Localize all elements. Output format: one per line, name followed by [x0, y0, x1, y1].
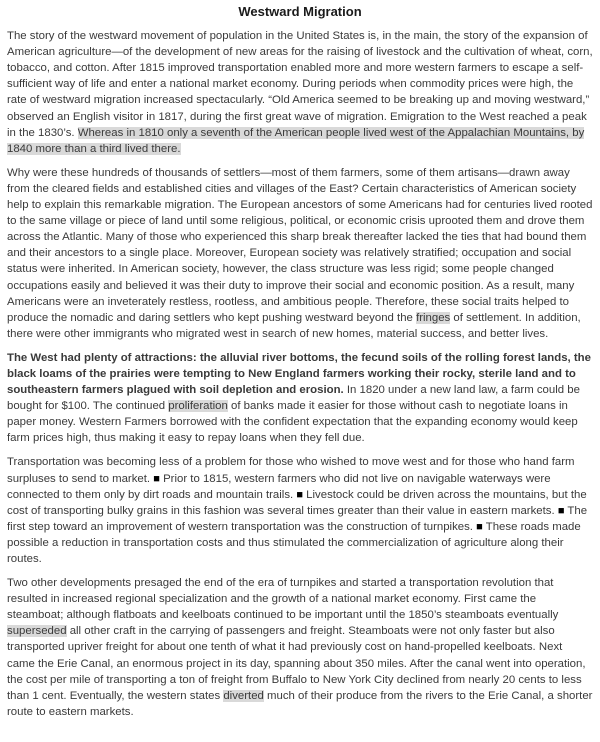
highlighted-text: proliferation	[168, 400, 228, 413]
passage-text: The story of the westward movement of population in the United States is, in the main, the story of the expansion of American agriculture—of the development of new areas for the raising of livestock and the cultivation of wheat, corn, tobacco, and cotton. After 1815 improved transportation enabled more and more western farmers to escape a self-sufficient way of life and enter a national market economy. During periods when commodity prices were high, the rate of westward migration increased spectacularly. “Old America seemed to be breaking up and moving westward,” observed an English visitor in 1817, during the first great wave of migration. Emigration to the West reached a peak in the 1830’s.	[7, 30, 593, 139]
passage-text: In 1820 under a new land law, a farm could be bought for $100. The continued	[7, 384, 580, 413]
passage-text: Livestock could be driven across the mountains, but the cost of transporting bulky grains in this fashion was several times greater than their value in eastern markets.	[7, 488, 587, 517]
passage-text: of settlement. In addition, there were other immigrants who migrated west in search of new homes, material success, and better lives.	[7, 311, 581, 340]
passage-text: of banks made it easier for those without cash to negotiate loans in paper money. Western Farmers borrowed with the confident expectation that the expanding economy would keep farm prices high, thus making it easy to repay loans when they fell due.	[7, 400, 578, 445]
passage-text: Prior to 1815, western farmers who did not live on navigable waterways were connected to them only by dirt roads and mountain trails.	[7, 472, 551, 501]
passage-text: Two other developments presaged the end of the era of turnpikes and started a transportation revolution that resulted in increased regional specialization and the growth of a national market economy. First came the steamboat; although flatboats and keelboats continued to be important until the 1850’s steamboats eventually	[7, 577, 559, 622]
passage-title: Westward Migration	[238, 4, 362, 19]
passage-text: These roads made possible a reduction in transportation costs and thus stimulated the commercialization of agriculture along their routes.	[7, 520, 581, 565]
highlighted-text: fringes	[416, 311, 451, 324]
paragraph	[7, 575, 593, 720]
paragraph	[7, 28, 593, 157]
passage-text: much of their produce from the rivers to the Erie Canal, a shorter route to eastern markets.	[7, 689, 593, 718]
passage-text: all other craft in the carrying of passengers and freight. Steamboats were not only faster but also transported upriver freight for about one tenth of what it had previously cost on hand-propelled keelboats. Next came the Erie Canal, an enormous project in its day, spanning about 350 miles. After the canal went into operation, the cost per mile of transporting a ton of freight from Buffalo to New York City declined from nearly 20 cents to less than 1 cent. Eventually, the western states	[7, 625, 586, 702]
passage-body	[7, 28, 593, 720]
paragraph	[7, 350, 593, 447]
insert-marker-icon[interactable]: ■	[296, 488, 304, 501]
insert-marker-icon[interactable]: ■	[153, 472, 160, 485]
paragraph	[7, 165, 593, 342]
insert-marker-icon[interactable]: ■	[476, 520, 483, 533]
highlighted-text: superseded	[7, 625, 67, 638]
highlighted-text: Whereas in 1810 only a seventh of the American people lived west of the Appalachian Mountains, by 1840 more than a third lived there.	[7, 126, 585, 155]
passage-text: Why were these hundreds of thousands of settlers—most of them farmers, some of them artisans—drawn away from the cleared fields and established cities and villages of the East? Certain characteristics of American society help to explain this remarkable migration. The European ancestors of some Americans had for centuries lived rooted to the same village or piece of land until some religious, political, or economic crisis uprooted them and drove them across the Atlantic. Many of those who experienced this sharp break thereafter lacked the ties that had bound them and their ancestors to a single place. Moreover, European society was relatively stratified; occupation and social status were inherited. In American society, however, the class structure was less rigid; some people changed occupations easily and believed it was their duty to improve their social and economic position. As a result, many Americans were an inveterately restless, rootless, and ambitious people. Therefore, these social traits helped to produce the nomadic and daring settlers who kept pushing westward beyond the	[7, 166, 593, 324]
highlighted-text: diverted	[223, 689, 264, 702]
insert-marker-icon[interactable]: ■	[557, 504, 565, 517]
passage-text: Transportation was becoming less of a problem for those who wished to move west and for those who hand farm surpluses to send to market.	[7, 456, 575, 485]
passage-text: The first step toward an improvement of western transportation was the construction of turnpikes.	[7, 504, 588, 533]
paragraph	[7, 454, 593, 567]
passage-text-bold: The West had plenty of attractions: the alluvial river bottoms, the fecund soils of the rolling forest lands, the black loams of the prairies were tempting to New England farmers working their rocky, sterile land and to southeastern farmers plagued with soil depletion and erosion.	[7, 351, 591, 397]
